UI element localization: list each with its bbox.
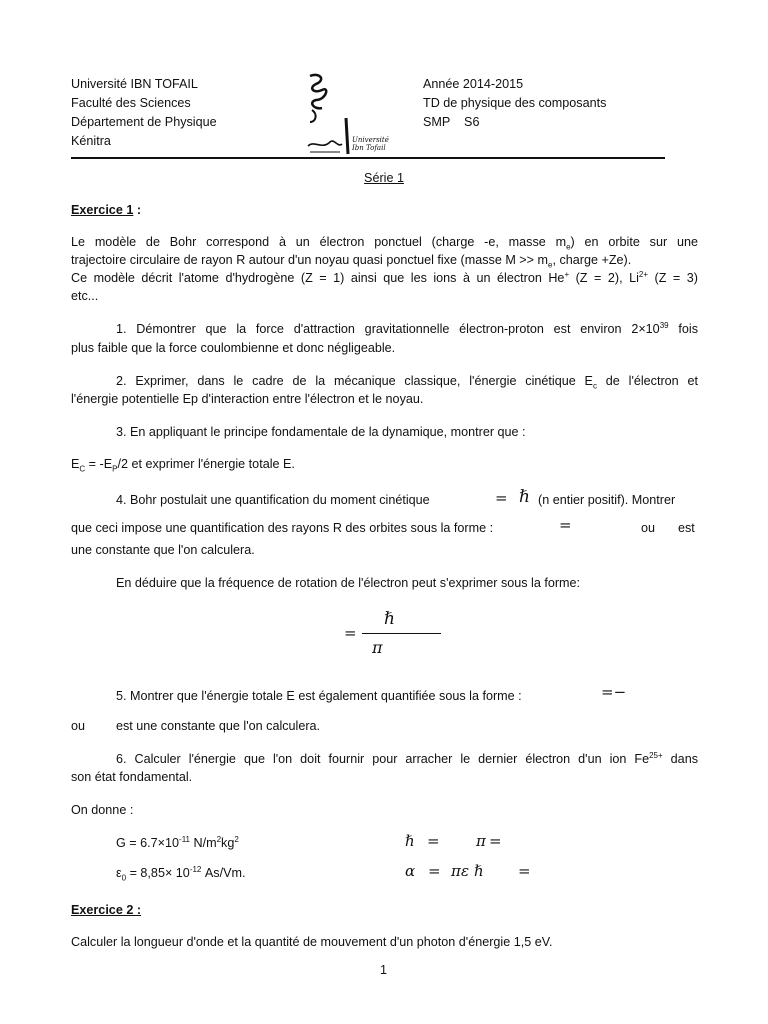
constant-epsilon0 [116,864,245,882]
question-2-line-2: l'énergie potentielle Ep d'interaction entre l'électron et le noyau. [71,392,424,406]
given-alpha-eq: = [428,862,441,880]
q2-text: 2. Exprimer, dans le cadre de la mécanique classique, l'énergie cinétique E [116,374,593,388]
g-text: G = 6.7×10 [116,836,180,850]
freq-equals: = [344,624,357,642]
q6-sup: 25+ [649,750,663,760]
freq-hbar: ℏ [384,609,395,629]
question-4-est: est [678,521,695,535]
header-right-line-3: SMP S6 [423,115,480,129]
q6-text: dans [662,752,698,766]
q2-text: de l'électron et [596,374,698,388]
eps-text: ε [116,866,122,880]
q4-equals-2: = [559,516,572,534]
intro-text: trajectoire circulaire de rayon R autour d'un noyau quasi ponctuel fixe (masse M >> m [71,253,549,267]
intro-text: (Z = 3) [648,271,698,285]
intro-line-3 [71,269,698,287]
freq-fraction-bar [362,633,441,634]
header-left-line-3: Département de Physique [71,115,217,129]
eps-sup: -12 [189,864,202,874]
header-right-line-1: Année 2014-2015 [423,77,524,91]
eps-sub: 0 [121,873,127,883]
given-pi: π [476,832,486,850]
q3-text: E [71,457,80,471]
q6-text: 6. Calculer l'énergie que l'on doit fournir pour arracher le dernier électron d'un ion Fe [116,752,650,766]
question-4-ou: ou [641,521,656,535]
question-4-line-3: une constante que l'on calculera. [71,543,255,557]
question-1-line-2: plus faible que la force coulombienne et donc négligeable. [71,341,396,355]
header-left-line-4: Kénitra [71,134,111,148]
question-3-line-2 [71,455,295,473]
intro-text: (Z = 2), Li [569,271,639,285]
given-hbar: ℏ [405,832,415,850]
q3-sub: P [112,464,118,474]
intro-line-4: etc... [71,289,99,303]
g-text: kg [221,836,235,850]
q1-text: fois [668,322,698,336]
intro-line-1 [71,233,698,251]
g-sup: 2 [234,834,239,844]
question-6-line-2: son état fondamental. [71,770,193,784]
q2-sub: c [592,381,597,391]
exercise-2-text: Calculer la longueur d'onde et la quantité de mouvement d'un photon d'énergie 1,5 eV. [71,935,553,949]
university-logo [300,70,400,158]
header-left-line-2: Faculté des Sciences [71,96,191,110]
given-alpha-eq-2: = [518,862,531,880]
freq-pi: π [372,638,383,657]
intro-text: , charge +Ze). [552,253,632,267]
question-4-line-1b: (n entier positif). Montrer [538,493,676,507]
intro-sup: 2+ [638,269,649,279]
page-title: Série 1 [364,171,404,185]
question-1-line-1 [116,320,698,338]
question-2-line-1 [116,372,698,390]
question-5-line-2: est une constante que l'on calculera. [116,719,321,733]
given-epsilon: ε [461,862,470,880]
q1-sup: 39 [659,320,669,330]
header-divider [71,157,665,159]
page-number: 1 [380,963,388,977]
given-label: On donne : [71,803,134,817]
intro-sub: e [566,242,571,252]
intro-text: Le modèle de Bohr correspond à un électron ponctuel (charge -e, masse m [71,235,567,249]
q4-hbar: ℏ [519,487,530,507]
intro-text: ) en orbite sur une [570,235,698,249]
q4-equals: = [495,489,508,507]
intro-text: Ce modèle décrit l'atome d'hydrogène (Z = 1) ainsi que les ions à un électron He [71,271,565,285]
given-hbar-2: ℏ [474,862,484,880]
question-4-line-2: que ceci impose une quantification des rayons R des orbites sous la forme : [71,521,494,535]
question-6-line-1 [116,750,698,768]
logo-text: Université Ibn Tofail [352,136,389,152]
header-left-line-1: Université IBN TOFAIL [71,77,198,91]
eps-text: = 8,85× 10 [126,866,190,880]
g-sup: 2 [216,834,222,844]
g-sup: -11 [179,834,190,844]
q3-text: /2 et exprimer l'énergie totale E. [117,457,295,471]
header-right-line-2: TD de physique des composants [423,96,607,110]
eps-text: As/Vm. [201,866,246,880]
given-alpha: α [405,862,416,880]
given-pi-2: π [451,862,461,880]
q1-text: 1. Démontrer que la force d'attraction gravitationnelle électron-proton est environ 2×10 [116,322,660,336]
intro-sup: + [564,269,570,279]
question-4-line-1a: 4. Bohr postulait une quantification du moment cinétique [116,493,430,507]
given-hbar-eq: = [427,832,440,850]
question-3-line-1: 3. En appliquant le principe fondamentale de la dynamique, montrer que : [116,425,526,439]
question-5-line-1: 5. Montrer que l'énergie totale E est également quantifiée sous la forme : [116,689,522,703]
exercise-1-heading [71,201,141,219]
question-4-deduce: En déduire que la fréquence de rotation de l'électron peut s'exprimer sous la forme: [116,576,581,590]
q3-sub: C [79,464,86,474]
exercise-1-title: Exercice 1 [71,203,134,217]
constant-G [116,834,239,852]
given-pi-eq: = [489,832,502,850]
intro-sub: e [548,260,553,270]
question-5-ou: ou [71,719,86,733]
intro-line-2 [71,251,631,269]
exercise-1-colon: : [133,203,142,217]
g-text: N/m [190,836,217,850]
q5-equals-minus: =− [601,683,627,701]
q3-text: = -E [85,457,113,471]
exercise-2-heading: Exercice 2 : [71,903,142,917]
